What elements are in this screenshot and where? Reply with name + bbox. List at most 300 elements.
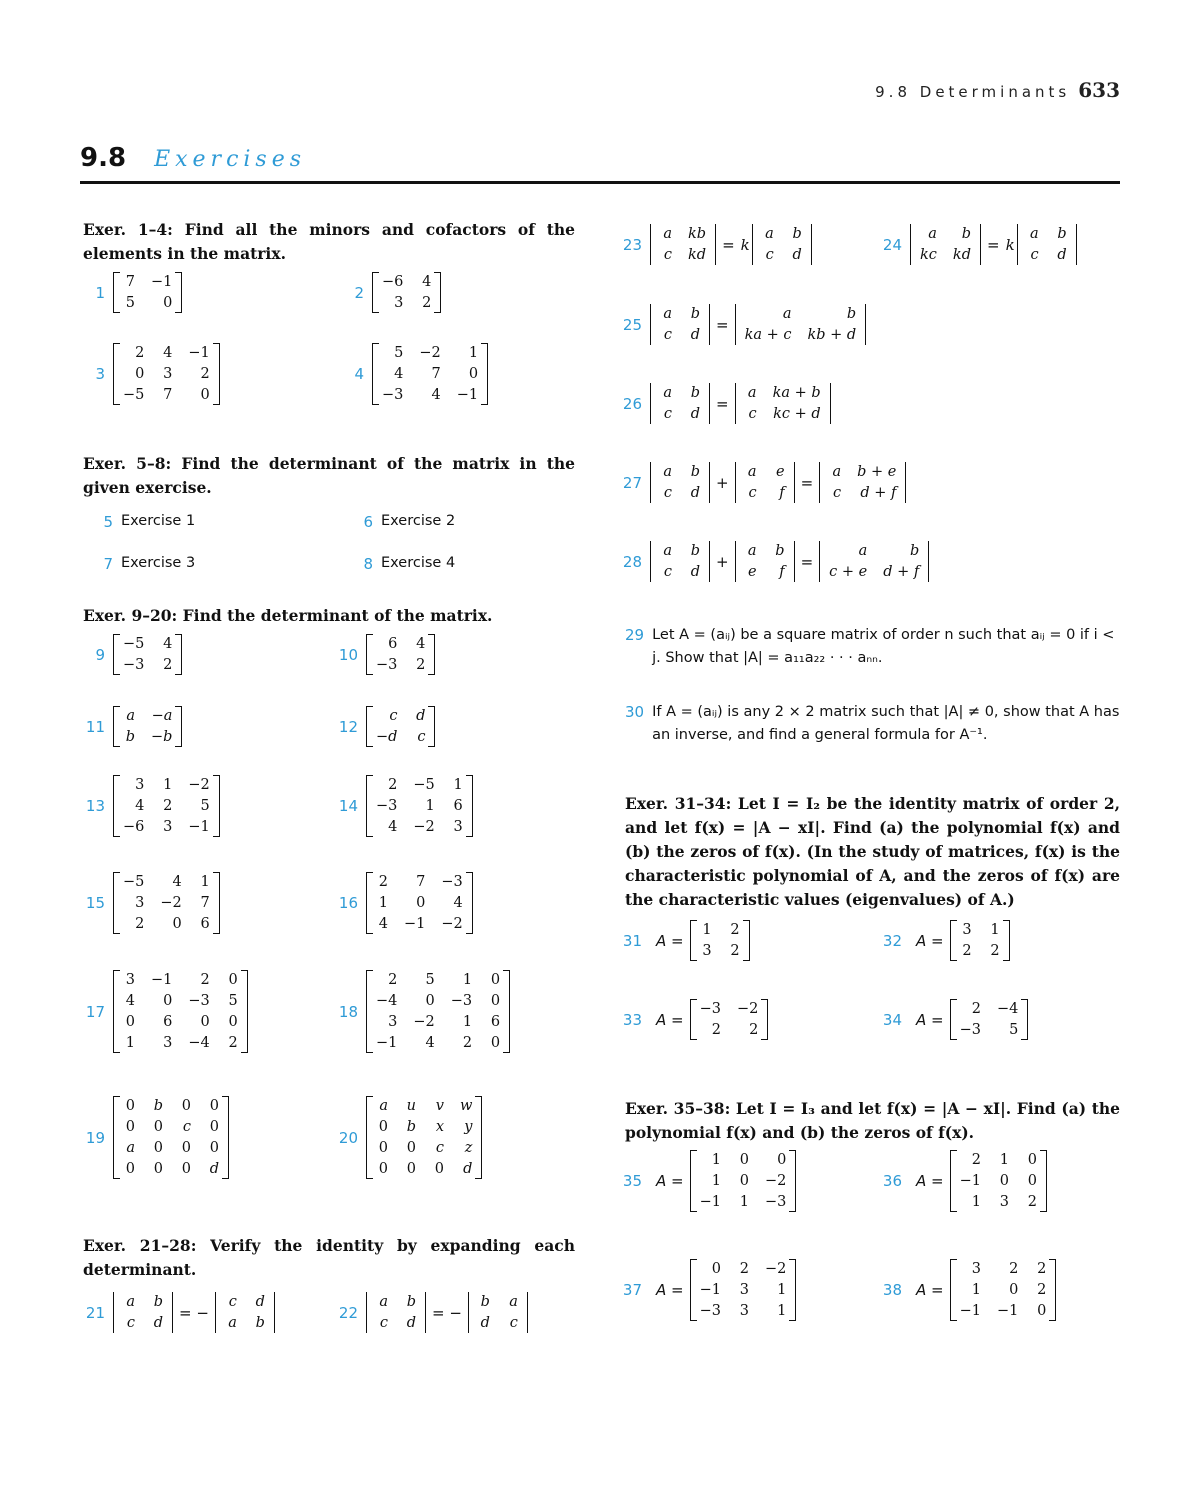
matrix-cell: d	[690, 406, 700, 422]
matrix-cell: kd	[952, 247, 971, 263]
matrix-cell: 1	[453, 777, 463, 793]
exercise-number: 36	[882, 1172, 902, 1190]
matrix-cell: 7	[431, 366, 441, 382]
matrix-cell: 0	[209, 1119, 219, 1135]
operator: =	[800, 552, 814, 571]
matrix-cell: −4	[376, 993, 398, 1009]
exercise-number: 38	[882, 1281, 902, 1299]
determinant	[910, 224, 981, 265]
instruction-35-38: Exer. 35–38: Let I = I₃ and let f(x) = |A − xI|. Find (a) the polynomial f(x) and (b) the zeros of f(x).	[625, 1099, 1120, 1142]
matrix-cell: d	[406, 1315, 416, 1331]
matrix-cell: d	[792, 247, 802, 263]
matrix-cell: 0	[490, 972, 501, 988]
matrix-cell: b	[775, 543, 785, 559]
exercise-4	[342, 343, 488, 405]
matrix-cell: 2	[135, 916, 145, 932]
matrix-cell: 1	[739, 1194, 749, 1210]
matrix-cell: c	[663, 564, 672, 580]
matrix	[366, 634, 435, 675]
matrix-cell: b	[125, 729, 135, 745]
matrix-cell: 0	[163, 295, 173, 311]
matrix	[690, 999, 769, 1040]
matrix-cell: 2	[163, 657, 173, 673]
matrix	[950, 1259, 1057, 1321]
determinant	[650, 304, 710, 345]
exercise-number: 7	[103, 554, 113, 573]
exercise-number: 29	[625, 626, 645, 644]
exercise-number: 13	[85, 797, 105, 815]
matrix-cell: a	[782, 306, 792, 322]
matrix-cell: 2	[1027, 1194, 1037, 1210]
matrix-cell: 3	[702, 943, 712, 959]
exercise-11	[83, 706, 182, 747]
matrix	[113, 970, 248, 1053]
exercise-number: 17	[85, 1002, 105, 1021]
matrix-cell: −1	[996, 1303, 1019, 1319]
matrix-cell: a	[1030, 226, 1039, 242]
matrix-cell: 0	[181, 1098, 191, 1114]
matrix-cell: d	[416, 708, 426, 724]
matrix-cell: 2	[749, 1022, 759, 1038]
section-word: Exercises	[154, 147, 307, 172]
matrix-cell: −1	[959, 1173, 981, 1189]
matrix-cell: −1	[699, 1194, 721, 1210]
matrix	[113, 1096, 229, 1179]
determinant	[819, 541, 929, 582]
exercise-number: 35	[622, 1172, 642, 1190]
matrix-cell: −2	[160, 895, 182, 911]
running-header	[875, 78, 1120, 102]
matrix-cell: 3	[163, 819, 173, 835]
exercise-number: 20	[338, 1128, 358, 1147]
matrix-cell: 1	[125, 1035, 135, 1051]
matrix-cell: 5	[1009, 1022, 1019, 1038]
matrix-cell: z	[464, 1140, 473, 1156]
matrix-cell: −2	[736, 1001, 759, 1017]
exercise-16	[336, 872, 473, 934]
matrix-cell: 2	[135, 345, 145, 361]
matrix-cell: 2	[971, 1152, 981, 1168]
matrix-cell: 0	[153, 1119, 163, 1135]
matrix-cell: c	[748, 406, 757, 422]
matrix-cell: a	[126, 1294, 135, 1310]
matrix-cell: d	[690, 485, 700, 501]
matrix-cell: 1	[777, 1282, 787, 1298]
matrix-cell: 1	[163, 777, 173, 793]
matrix-cell: 2	[1037, 1282, 1047, 1298]
matrix-cell: −1	[188, 345, 210, 361]
exercise-number: 2	[354, 283, 364, 302]
matrix-cell: 2	[200, 972, 210, 988]
exercise-35	[620, 1150, 796, 1212]
matrix-cell: 0	[1027, 1173, 1037, 1189]
matrix-cell: a	[663, 306, 672, 322]
exercise-32	[880, 920, 1010, 961]
matrix-cell: −5	[123, 387, 145, 403]
matrix-cell: 2	[416, 657, 426, 673]
matrix-cell: 5	[200, 798, 210, 814]
matrix	[113, 343, 220, 405]
matrix-cell: 3	[739, 1303, 749, 1319]
matrix-cell: 4	[453, 895, 463, 911]
matrix-cell: d	[690, 564, 700, 580]
matrix-cell: −2	[413, 1014, 435, 1030]
exercise-number: 28	[622, 552, 642, 571]
matrix-cell: d	[463, 1161, 473, 1177]
matrix	[690, 1150, 797, 1212]
matrix-cell: 3	[163, 1035, 173, 1051]
exercise-number: 10	[338, 645, 358, 664]
matrix-cell: d + f	[883, 564, 920, 580]
matrix-cell: b	[909, 543, 920, 559]
matrix-cell: 1	[200, 874, 210, 890]
exercise-33	[620, 999, 768, 1040]
matrix-cell: −3	[188, 993, 210, 1009]
matrix-cell: 0	[228, 972, 238, 988]
exercise-number: 5	[103, 512, 113, 531]
matrix	[366, 872, 473, 934]
matrix-label: A =	[656, 931, 684, 950]
matrix	[950, 920, 1010, 961]
matrix	[366, 706, 435, 747]
matrix-cell: c	[663, 406, 672, 422]
exercise-34	[880, 999, 1028, 1040]
matrix-cell: 3	[394, 295, 404, 311]
matrix-cell: 0	[378, 1161, 388, 1177]
matrix-cell: −3	[699, 1303, 721, 1319]
matrix-cell: b	[153, 1098, 163, 1114]
matrix-cell: −3	[441, 874, 463, 890]
matrix-cell: 2	[388, 777, 398, 793]
matrix-cell: 1	[468, 345, 479, 361]
matrix-cell: 2	[163, 798, 173, 814]
exercise-number: 33	[622, 1010, 642, 1029]
matrix-cell: a	[663, 464, 672, 480]
matrix-cell: −3	[450, 993, 473, 1009]
matrix-cell: 3	[135, 895, 145, 911]
determinant	[735, 383, 831, 424]
matrix-cell: 0	[434, 1161, 444, 1177]
matrix-cell: 0	[200, 1014, 210, 1030]
matrix-cell: c	[126, 1315, 135, 1331]
instruction-31-34: Exer. 31–34: Let I = I₂ be the identity matrix of order 2, and let f(x) = |A − xI|. Find (a) the polynomial f(x) and (b) the zeros of f(x). (In the study of matrices, f(x) is the characteristic polynomial of A, and the zeros of f(x) are the characteristic values (eigenvalues) of A.)	[625, 794, 1120, 909]
matrix-cell: 1	[999, 1152, 1009, 1168]
instruction-5-8: Exer. 5–8: Find the determinant of the matrix in the given exercise.	[83, 454, 575, 497]
matrix-cell: 0	[378, 1119, 388, 1135]
matrix-cell: 1	[462, 972, 473, 988]
scalar-k: k	[1005, 235, 1015, 254]
exercise-25	[620, 304, 866, 345]
exercise-number: 1	[95, 283, 105, 302]
matrix	[366, 775, 473, 837]
determinant	[650, 224, 716, 265]
matrix-cell: −2	[764, 1173, 787, 1189]
matrix-cell: d	[153, 1315, 163, 1331]
exercise-number: 26	[622, 394, 642, 413]
exercise-36	[880, 1150, 1047, 1212]
operator: +	[716, 473, 729, 492]
matrix-cell: b	[480, 1294, 490, 1310]
exercise-number: 32	[882, 931, 902, 950]
matrix-cell: 0	[425, 993, 435, 1009]
matrix-cell: 3	[999, 1194, 1009, 1210]
exercise-18	[336, 970, 510, 1053]
exercise-text: Exercise 4	[381, 555, 456, 571]
matrix-cell: 0	[416, 895, 426, 911]
matrix-cell: −3	[382, 387, 404, 403]
exercise-9	[83, 634, 182, 675]
exercise-30	[625, 701, 1120, 747]
matrix	[372, 272, 441, 313]
matrix-cell: b	[690, 543, 700, 559]
matrix	[950, 999, 1029, 1040]
matrix-cell: 3	[135, 777, 145, 793]
matrix-cell: 0	[181, 1161, 191, 1177]
matrix-cell: −1	[699, 1282, 721, 1298]
matrix-cell: 4	[135, 798, 145, 814]
exercise-number: 31	[622, 931, 642, 950]
matrix-cell: d	[209, 1161, 219, 1177]
exercise-22	[336, 1292, 528, 1333]
operator: =	[722, 235, 735, 254]
matrix-cell: d + f	[860, 485, 897, 501]
determinant	[650, 462, 710, 503]
matrix-cell: 0	[406, 1140, 416, 1156]
determinant	[468, 1292, 528, 1333]
matrix-label: A =	[656, 1010, 684, 1029]
matrix-cell: −4	[996, 1001, 1019, 1017]
matrix-cell: d	[480, 1315, 490, 1331]
matrix-cell: −4	[188, 1035, 210, 1051]
matrix-cell: 5	[228, 993, 238, 1009]
operator: = −	[179, 1303, 209, 1322]
matrix-cell: 4	[125, 993, 135, 1009]
exercise-text: If A = (aᵢⱼ) is any 2 × 2 matrix such that |A| ≠ 0, show that A has an inverse, and find a general formula for A⁻¹.	[652, 704, 1120, 743]
exercise-2	[342, 272, 441, 313]
matrix-cell: 4	[172, 874, 182, 890]
matrix-cell: b	[1057, 226, 1067, 242]
exercise-number: 12	[338, 717, 358, 736]
exercise-12	[336, 706, 435, 747]
matrix-cell: −5	[413, 777, 435, 793]
exercise-number: 3	[95, 365, 105, 383]
matrix-cell: −1	[188, 819, 210, 835]
operator: = −	[432, 1303, 462, 1322]
section-number: 9.8	[80, 143, 127, 173]
header-title: 9.8 Determinants	[875, 83, 1071, 101]
matrix-label: A =	[916, 1010, 944, 1029]
matrix-cell: d	[255, 1294, 265, 1310]
matrix-cell: 0	[1037, 1303, 1047, 1319]
exercise-23	[620, 224, 812, 265]
matrix-cell: 3	[125, 972, 135, 988]
matrix-cell: 2	[711, 1022, 721, 1038]
matrix-cell: x	[435, 1119, 444, 1135]
matrix-cell: 4	[394, 366, 404, 382]
determinant	[113, 1292, 173, 1333]
matrix-label: A =	[656, 1172, 684, 1190]
matrix	[950, 1150, 1047, 1212]
matrix-cell: 4	[431, 387, 441, 403]
matrix-cell: 2	[378, 874, 388, 890]
matrix-cell: 3	[962, 922, 972, 938]
exercise-text: Let A = (aᵢⱼ) be a square matrix of order n such that aᵢⱼ = 0 if i < j. Show that |A| = a₁₁a₂₂ · · · aₙₙ.	[652, 627, 1115, 666]
matrix-cell: b	[961, 226, 971, 242]
matrix-cell: kb + d	[807, 327, 857, 343]
matrix-cell: c	[663, 327, 672, 343]
exercise-20	[336, 1096, 482, 1179]
determinant	[650, 541, 710, 582]
exercise-19	[83, 1096, 229, 1179]
matrix-cell: 5	[394, 345, 404, 361]
exercise-1	[83, 272, 182, 313]
matrix-cell: −3	[376, 657, 398, 673]
matrix-cell: 0	[125, 1119, 135, 1135]
matrix-cell: b	[690, 464, 700, 480]
matrix-cell: a	[832, 464, 842, 480]
matrix-cell: 4	[163, 345, 173, 361]
exercise-21	[83, 1292, 275, 1333]
exercise-31	[620, 920, 750, 961]
matrix-cell: c	[228, 1294, 237, 1310]
matrix-cell: 2	[990, 943, 1000, 959]
matrix-cell: 1	[971, 1194, 981, 1210]
matrix-cell: −2	[413, 819, 435, 835]
matrix	[690, 1259, 797, 1321]
exercise-10	[336, 634, 435, 675]
matrix-cell: b	[690, 306, 700, 322]
exercise-number: 14	[338, 797, 358, 815]
matrix-cell: −1	[151, 972, 173, 988]
matrix-cell: 6	[453, 798, 463, 814]
matrix-cell: a	[663, 385, 672, 401]
matrix-cell: 4	[163, 636, 173, 652]
matrix-cell: c + e	[829, 564, 868, 580]
exercise-38	[880, 1259, 1056, 1321]
matrix-cell: 0	[125, 1014, 135, 1030]
matrix-cell: −1	[151, 274, 173, 290]
matrix-cell: e	[775, 464, 785, 480]
matrix-cell: 0	[209, 1098, 219, 1114]
page-number: 633	[1078, 78, 1120, 102]
matrix-cell: −1	[456, 387, 479, 403]
matrix-cell: d	[1057, 247, 1067, 263]
matrix-cell: 6	[388, 636, 398, 652]
matrix-cell: a	[126, 708, 135, 724]
matrix-cell: 3	[453, 819, 463, 835]
matrix-cell: kd	[688, 247, 707, 263]
matrix-cell: kc + d	[773, 406, 821, 422]
matrix	[113, 272, 182, 313]
matrix-cell: −6	[123, 819, 145, 835]
determinant	[1017, 224, 1077, 265]
exercise-number: 11	[85, 717, 105, 736]
matrix-cell: b	[406, 1294, 416, 1310]
matrix-cell: c	[748, 485, 757, 501]
matrix-cell: a	[379, 1098, 388, 1114]
determinant	[650, 383, 710, 424]
matrix-cell: 6	[490, 1014, 501, 1030]
matrix-cell: v	[435, 1098, 444, 1114]
matrix-cell: a	[747, 543, 757, 559]
matrix-cell: 2	[200, 366, 210, 382]
matrix-cell: 3	[163, 366, 173, 382]
matrix-cell: 1	[702, 922, 712, 938]
matrix-cell: 0	[181, 1140, 191, 1156]
matrix-cell: −2	[188, 777, 210, 793]
matrix	[113, 706, 182, 747]
matrix-cell: 7	[200, 895, 210, 911]
exercise-14	[336, 775, 473, 837]
matrix-cell: 0	[468, 366, 479, 382]
matrix-cell: kb	[688, 226, 707, 242]
matrix-cell: 0	[200, 387, 210, 403]
matrix-cell: 2	[730, 943, 740, 959]
matrix-cell: 3	[739, 1282, 749, 1298]
matrix-cell: c	[389, 708, 398, 724]
exercise-number: 8	[363, 554, 373, 573]
matrix-cell: b	[846, 306, 857, 322]
matrix-cell: 2	[739, 1261, 749, 1277]
matrix-cell: 0	[153, 1140, 163, 1156]
exercise-number: 37	[622, 1281, 642, 1299]
exercise-13	[83, 775, 220, 837]
matrix-cell: −a	[151, 708, 173, 724]
operator: =	[987, 235, 1000, 254]
matrix-cell: 0	[490, 1035, 501, 1051]
instruction-1-4: Exer. 1–4: Find all the minors and cofactors of the elements in the matrix.	[83, 220, 575, 263]
exercise-8	[351, 552, 455, 575]
matrix-cell: kc	[920, 247, 937, 263]
matrix-cell: b	[406, 1119, 416, 1135]
exercise-text: Exercise 2	[381, 513, 456, 529]
operator: =	[716, 394, 729, 413]
matrix-cell: 2	[962, 943, 972, 959]
matrix-cell: c	[417, 729, 426, 745]
matrix-cell: w	[460, 1098, 473, 1114]
matrix-cell: b	[153, 1294, 163, 1310]
exercise-27	[620, 462, 906, 503]
matrix-cell: 1	[990, 922, 1000, 938]
matrix-cell: 0	[153, 1161, 163, 1177]
matrix-cell: 0	[739, 1152, 749, 1168]
operator: +	[716, 552, 729, 571]
matrix-cell: −3	[699, 1001, 721, 1017]
exercise-number: 16	[338, 894, 358, 912]
operator: =	[716, 315, 729, 334]
matrix-cell: 0	[172, 916, 182, 932]
matrix-cell: 1	[711, 1152, 721, 1168]
exercise-28	[620, 541, 929, 582]
matrix-cell: 5	[125, 295, 135, 311]
matrix-cell: b	[690, 385, 700, 401]
exercise-26	[620, 383, 831, 424]
matrix-cell: c	[1030, 247, 1039, 263]
matrix-cell: 7	[125, 274, 135, 290]
matrix-cell: 4	[425, 1035, 435, 1051]
matrix-cell: c	[182, 1119, 191, 1135]
matrix-cell: 4	[388, 819, 398, 835]
determinant	[752, 224, 812, 265]
matrix-cell: f	[779, 485, 785, 501]
matrix-cell: 2	[730, 922, 740, 938]
exercise-6	[351, 510, 455, 533]
matrix-cell: 2	[228, 1035, 238, 1051]
matrix-cell: 0	[228, 1014, 238, 1030]
matrix-cell: c	[663, 247, 672, 263]
matrix-label: A =	[656, 1281, 684, 1299]
instruction-9-20: Exer. 9–20: Find the determinant of the matrix.	[83, 606, 493, 625]
